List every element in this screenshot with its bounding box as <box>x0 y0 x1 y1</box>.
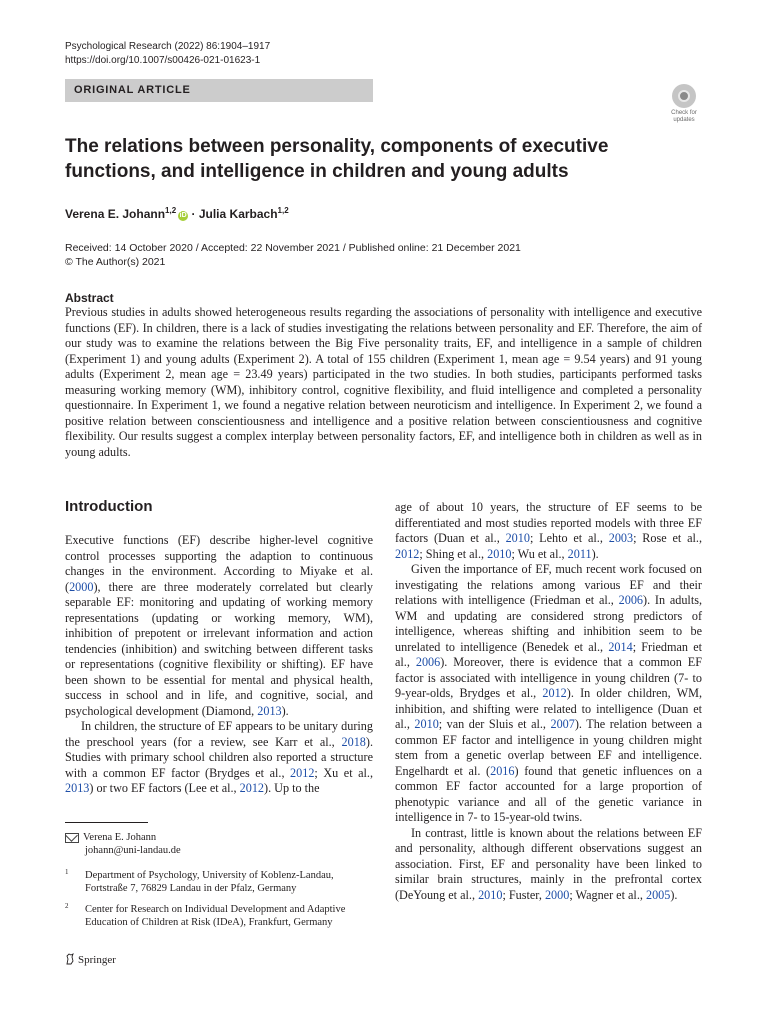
affiliation-2: Center for Research on Individual Development and Adaptive Education of Children at Risk (IDeA), Frankfurt, Germany <box>85 904 346 928</box>
citation-link[interactable]: 2010 <box>487 546 512 561</box>
author-name[interactable]: Verena E. Johann <box>65 207 166 221</box>
citation-link[interactable]: 2016 <box>490 763 515 778</box>
citation-link[interactable]: 2006 <box>618 593 644 607</box>
citation-link[interactable]: 2013 <box>257 703 282 718</box>
corresponding-author-name: Verena E. Johann <box>83 832 157 843</box>
affiliation-marker: 1,2 <box>165 206 177 215</box>
citation-link[interactable]: 2000 <box>69 579 94 594</box>
left-column <box>65 533 373 797</box>
citation-link[interactable]: 2006 <box>415 655 441 669</box>
right-column <box>395 500 702 903</box>
citation-link[interactable]: 2013 <box>65 781 90 795</box>
doi-link[interactable]: https://doi.org/10.1007/s00426-021-01623-1 <box>65 55 261 66</box>
intro-paragraph: In contrast, little is known about the relations between EF and personality, although different observations suggest an association. First, EF and personality have been linked to similar brain structures, mainly in the prefrontal cortex (DeYoung et al., 2010; Fuster, 2000; Wagner et al., 2005). <box>395 825 702 902</box>
check-for-updates-badge[interactable] <box>665 84 703 124</box>
envelope-icon <box>65 833 79 843</box>
affiliation-number: 1 <box>65 868 69 876</box>
citation-link[interactable]: 2012 <box>542 686 567 700</box>
affiliation-1: Department of Psychology, University of Koblenz-Landau, Fortstraße 7, 76829 Landau in der Pfalz, Germany <box>85 870 334 894</box>
author-name[interactable]: Julia Karbach <box>198 207 278 221</box>
citation-link[interactable]: 2012 <box>395 546 420 561</box>
footnote-divider <box>65 822 148 823</box>
copyright-notice: © The Author(s) 2021 <box>65 256 166 268</box>
citation-link[interactable]: 2007 <box>550 717 575 731</box>
citation-link[interactable]: 2012 <box>290 765 315 780</box>
publisher-logo <box>65 953 116 967</box>
corresponding-author <box>65 831 156 844</box>
citation-link[interactable]: 2000 <box>544 887 570 902</box>
author-email[interactable]: johann@uni-landau.de <box>85 845 181 856</box>
journal-citation: Psychological Research (2022) 86:1904–1917 <box>65 41 271 52</box>
citation-link[interactable]: 2011 <box>567 546 592 561</box>
intro-paragraph: Given the importance of EF, much recent work focused on investigating the relations among various EF and their relations with intelligence (Friedman et al., 2006). In adults, WM and updating are considered strong predictors of intelligence, whereas shifting and inhibition seem to be unrelated to intelligence (Benedek et al., 2014; Friedman et al., 2006). Moreover, there is evidence that a common EF factor is associated with intelligence in young children (7- to 9-year-olds, Brydges et al., 2012). In older children, WM, inhibition, and shifting were related to intelligence (Duan et al., 2010; van der Sluis et al., 2007). The relation between a common EF factor and intelligence in young children might stem from a genetic overlap between EF and intelligence. Engelhardt et al. (2016) found that genetic influences on a common EF factor accounted for a large proportion of phenotypic variance and all of the genetic variance in intelligence in 7- to 15-year-old twins. <box>395 562 702 824</box>
check-updates-label: Check for updates <box>671 110 697 123</box>
abstract-text: Previous studies in adults showed heterogeneous results regarding the associations of personality with intelligence and executive functions (EF). In children, there is a lack of studies investigating the relations between personality and EF. Therefore, the aim of our study was to examine the relations between the Big Five personality traits, EF, and intelligence in a sample of children (Experiment 1) and young adults (Experiment 2). A total of 155 children (Experiment 1, mean age = 9.54 years) and 91 young adults (Experiment 2, mean age = 23.49 years) participated in the two studies. In both studies, participants performed tasks measuring working memory (WM), inhibitory control, cognitive flexibility, and fluid intelligence and completed a personality questionnaire. In Experiment 1, we found a negative relation between neuroticism and intelligence. In Experiment 2, we found a positive relation between conscientiousness and intelligence and a positive relation between conscientiousness and cognitive flexibility. Our results suggest a complex interplay between personality factors, EF, and intelligence both in children as well as in young adults. <box>65 305 702 459</box>
affiliation-number: 2 <box>65 902 69 910</box>
citation-link[interactable]: 2010 <box>478 887 503 902</box>
article-type-label: ORIGINAL ARTICLE <box>65 79 373 102</box>
orcid-icon[interactable]: iD <box>179 212 187 219</box>
citation-link[interactable]: 2010 <box>414 717 439 731</box>
author-separator: · <box>188 207 199 221</box>
citation-link[interactable]: 2003 <box>608 531 634 545</box>
intro-paragraph: age of about 10 years, the structure of EF seems to be differentiated and most studies reported models with three EF factors (Duan et al., 2010; Lehto et al., 2003; Rose et al., 2012; Shing et al., 2010; Wu et al., 2011). <box>395 500 702 561</box>
check-updates-icon <box>672 84 696 108</box>
citation-link[interactable]: 2010 <box>505 531 530 545</box>
affiliation-marker: 1,2 <box>277 206 289 215</box>
article-title: The relations between personality, components of executive functions, and intelligence in children and young adults <box>65 136 609 182</box>
intro-paragraph: Executive functions (EF) describe higher-level cognitive control processes supporting the adaption to continuous changes in the environment. According to Miyake et al. (2000), there are three moderately correlated but clearly separable EF: monitoring and updating of working memory representations (updating or working memory, WM), inhibition of prepotent or irrelevant information and action tendencies (inhibition) and switching between different tasks or representations (cognitive flexibility or shifting). EF have been shown to be essential for mental and physical health, success in school and in life, and cognitive, social, and psychological development (Diamond, 2013). <box>65 533 373 718</box>
publisher-name: Springer <box>78 954 116 966</box>
springer-horse-icon <box>65 953 75 965</box>
author-list <box>65 203 289 222</box>
citation-link[interactable]: 2012 <box>239 781 265 795</box>
citation-link[interactable]: 2014 <box>608 639 633 654</box>
citation-link[interactable]: 2018 <box>341 734 366 749</box>
introduction-heading: Introduction <box>65 498 153 515</box>
abstract-heading: Abstract <box>65 291 114 305</box>
publication-dates: Received: 14 October 2020 / Accepted: 22 November 2021 / Published online: 21 December 2021 <box>65 242 521 254</box>
citation-link[interactable]: 2005 <box>645 887 671 902</box>
intro-paragraph: In children, the structure of EF appears to be unitary during the preschool years (for a review, see Karr et al., 2018). Studies with primary school children also reported a structure with a common EF factor (Brydges et al., 2012; Xu et al., 2013) or two EF factors (Lee et al., 2012). Up to the <box>65 719 374 795</box>
